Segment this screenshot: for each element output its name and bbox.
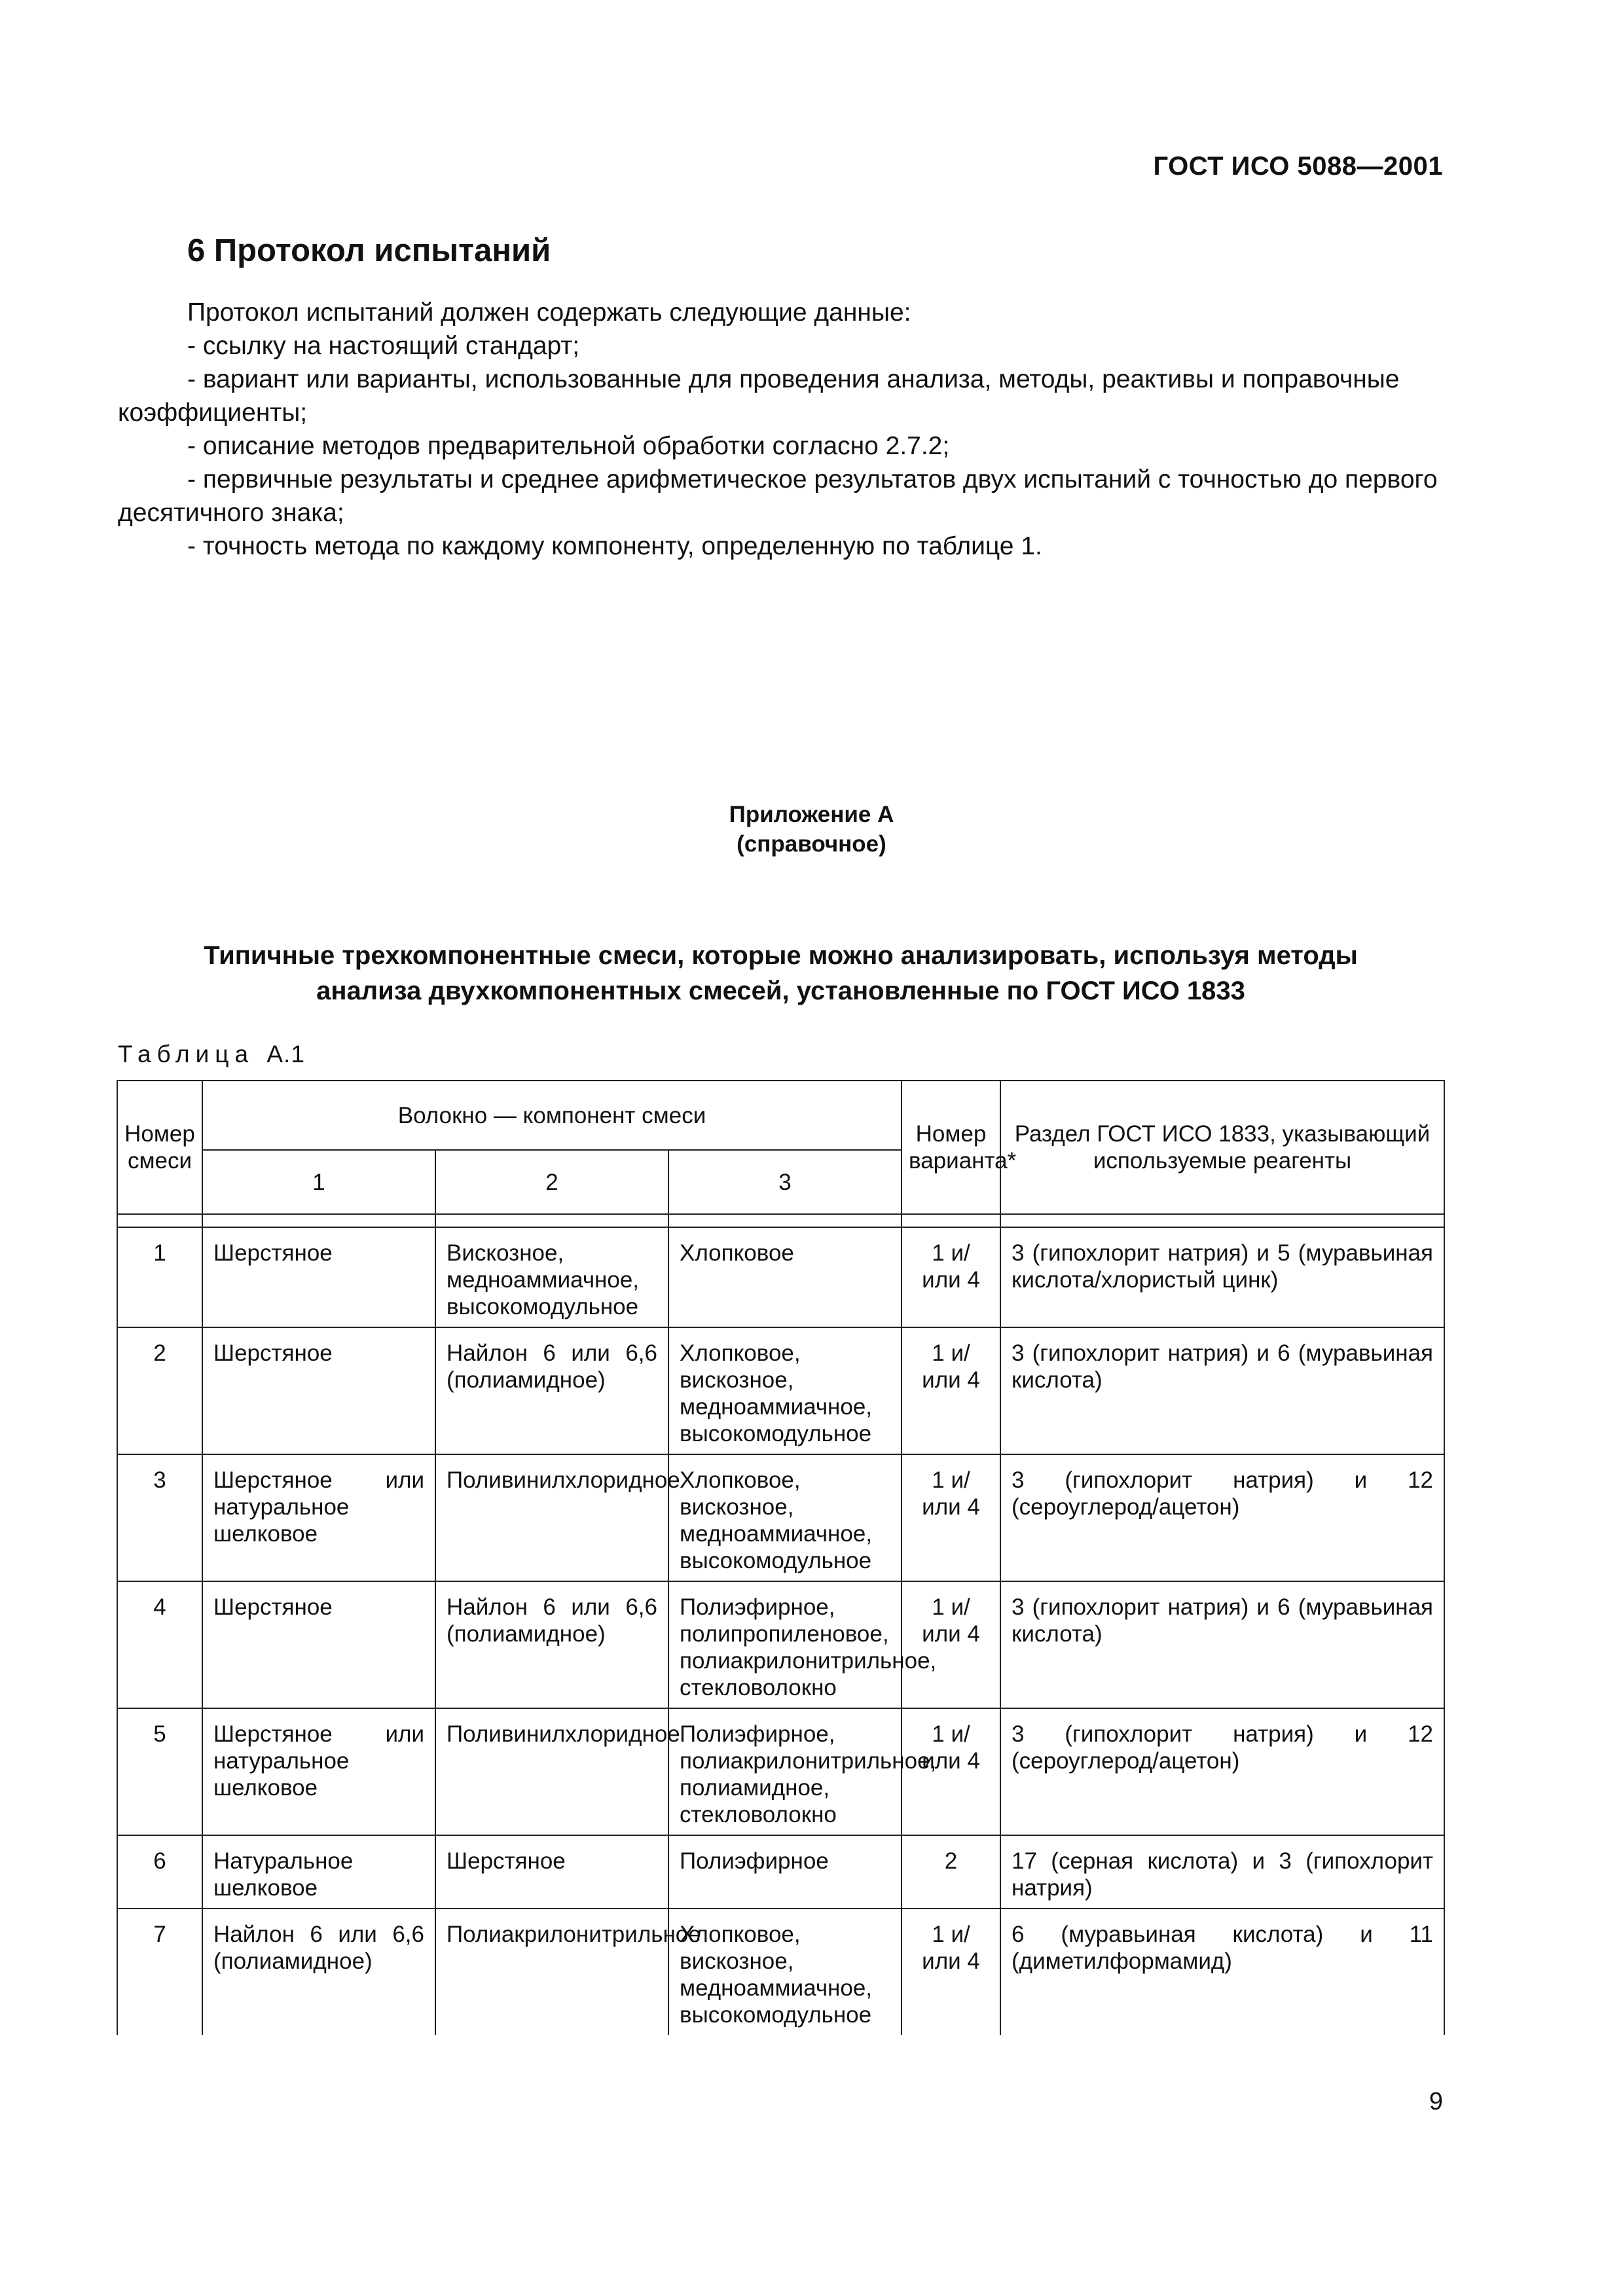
cell-component-2: Полиакрилонитрильное (435, 1909, 668, 2035)
list-item: - ссылку на настоящий стандарт; (187, 332, 580, 360)
cell-section-ref: 3 (гипохлорит натрия) и 12 (сероуглерод/ацетон) (1000, 1454, 1444, 1581)
header-section-ref: Раздел ГОСТ ИСО 1833, указывающий используемые реагенты (1000, 1081, 1444, 1214)
section-title: 6 Протокол испытаний (187, 233, 551, 268)
table-row (117, 1581, 1444, 1708)
header-mix-number: Номер смеси (117, 1081, 202, 1214)
table-label (118, 1041, 305, 1068)
table-spacer-row (117, 1214, 1444, 1227)
mixtures-table (117, 1080, 1445, 2035)
cell-component-3: Хлопковое (668, 1227, 902, 1327)
cell-mix-number: 4 (117, 1581, 202, 1708)
appendix-title: Приложение А (729, 802, 894, 827)
cell-component-1: Шерстяное или натуральное шелковое (202, 1708, 435, 1835)
appendix-heading-line: анализа двухкомпонентных смесей, установленные по ГОСТ ИСО 1833 (316, 977, 1245, 1005)
table-header-row (117, 1081, 1444, 1150)
cell-mix-number: 7 (117, 1909, 202, 2035)
table-row (117, 1909, 1444, 2035)
table-label-number: А.1 (266, 1041, 305, 1067)
header-variant-number: Номер варианта* (902, 1081, 1000, 1214)
list-item: - описание методов предварительной обработки согласно 2.7.2; (187, 432, 950, 460)
cell-section-ref: 3 (гипохлорит натрия) и 6 (муравьиная кислота) (1000, 1581, 1444, 1708)
appendix-heading-line: Типичные трехкомпонентные смеси, которые можно анализировать, используя методы (204, 941, 1358, 970)
cell-component-1: Натуральное шелковое (202, 1835, 435, 1909)
cell-section-ref: 6 (муравьиная кислота) и 11 (диметилформамид) (1000, 1909, 1444, 2035)
header-fiber-component: Волокно — компонент смеси (202, 1081, 902, 1150)
cell-mix-number: 1 (117, 1227, 202, 1327)
cell-component-3: Хлопковое, вискозное, медноаммиачное, высокомодульное (668, 1454, 902, 1581)
cell-component-2: Шерстяное (435, 1835, 668, 1909)
cell-variant: 1 и/или 4 (902, 1909, 1000, 2035)
table-row (117, 1835, 1444, 1909)
page-number: 9 (1429, 2088, 1443, 2115)
header-col-1: 1 (202, 1150, 435, 1214)
cell-section-ref: 3 (гипохлорит натрия) и 12 (сероуглерод/ацетон) (1000, 1708, 1444, 1835)
cell-component-2: Поливинилхлоридное (435, 1708, 668, 1835)
table-row (117, 1227, 1444, 1327)
cell-variant: 1 и/или 4 (902, 1708, 1000, 1835)
table-row (117, 1327, 1444, 1454)
cell-component-3: Полиэфирное, полипропиленовое, полиакрилонитрильное, стекловолокно (668, 1581, 902, 1708)
cell-variant: 1 и/или 4 (902, 1327, 1000, 1454)
cell-component-2: Вискозное, медноаммиачное, высокомодульное (435, 1227, 668, 1327)
document-code: ГОСТ ИСО 5088—2001 (1153, 152, 1443, 181)
cell-component-1: Шерстяное (202, 1327, 435, 1454)
cell-section-ref: 3 (гипохлорит натрия) и 6 (муравьиная кислота) (1000, 1327, 1444, 1454)
cell-variant: 1 и/или 4 (902, 1581, 1000, 1708)
table-label-word: Таблица (118, 1041, 255, 1067)
cell-mix-number: 3 (117, 1454, 202, 1581)
cell-mix-number: 5 (117, 1708, 202, 1835)
cell-component-1: Шерстяное (202, 1581, 435, 1708)
cell-component-2: Найлон 6 или 6,6 (полиамидное) (435, 1327, 668, 1454)
list-item: - вариант или варианты, использованные для проведения анализа, методы, реактивы и поправочные коэффициенты; (118, 365, 1400, 427)
header-col-2: 2 (435, 1150, 668, 1214)
cell-component-1: Шерстяное или натуральное шелковое (202, 1454, 435, 1581)
cell-component-1: Шерстяное (202, 1227, 435, 1327)
cell-variant: 2 (902, 1835, 1000, 1909)
cell-component-3: Хлопковое, вискозное, медноаммиачное, высокомодульное (668, 1327, 902, 1454)
section-body (118, 296, 1444, 563)
cell-mix-number: 6 (117, 1835, 202, 1909)
cell-variant: 1 и/или 4 (902, 1227, 1000, 1327)
list-item: - первичные результаты и среднее арифметическое результатов двух испытаний с точностью до первого десятичного знака; (118, 465, 1438, 527)
cell-variant: 1 и/или 4 (902, 1454, 1000, 1581)
cell-section-ref: 3 (гипохлорит натрия) и 5 (муравьиная кислота/хлористый цинк) (1000, 1227, 1444, 1327)
cell-component-2: Найлон 6 или 6,6 (полиамидное) (435, 1581, 668, 1708)
header-col-3: 3 (668, 1150, 902, 1214)
cell-section-ref: 17 (серная кислота) и 3 (гипохлорит натрия) (1000, 1835, 1444, 1909)
cell-component-1: Найлон 6 или 6,6 (полиамидное) (202, 1909, 435, 2035)
cell-component-3: Хлопковое, вискозное, медноаммиачное, высокомодульное (668, 1909, 902, 2035)
cell-component-3: Полиэфирное (668, 1835, 902, 1909)
list-item: - точность метода по каждому компоненту, определенную по таблице 1. (187, 532, 1042, 560)
appendix-heading (118, 938, 1444, 1009)
table-row (117, 1454, 1444, 1581)
cell-mix-number: 2 (117, 1327, 202, 1454)
cell-component-3: Полиэфирное, полиакрилонитрильное, полиамидное, стекловолокно (668, 1708, 902, 1835)
intro-paragraph: Протокол испытаний должен содержать следующие данные: (187, 298, 911, 327)
table-row (117, 1708, 1444, 1835)
appendix-subtitle: (справочное) (737, 831, 886, 857)
cell-component-2: Поливинилхлоридное (435, 1454, 668, 1581)
appendix-title-block (0, 800, 1623, 859)
